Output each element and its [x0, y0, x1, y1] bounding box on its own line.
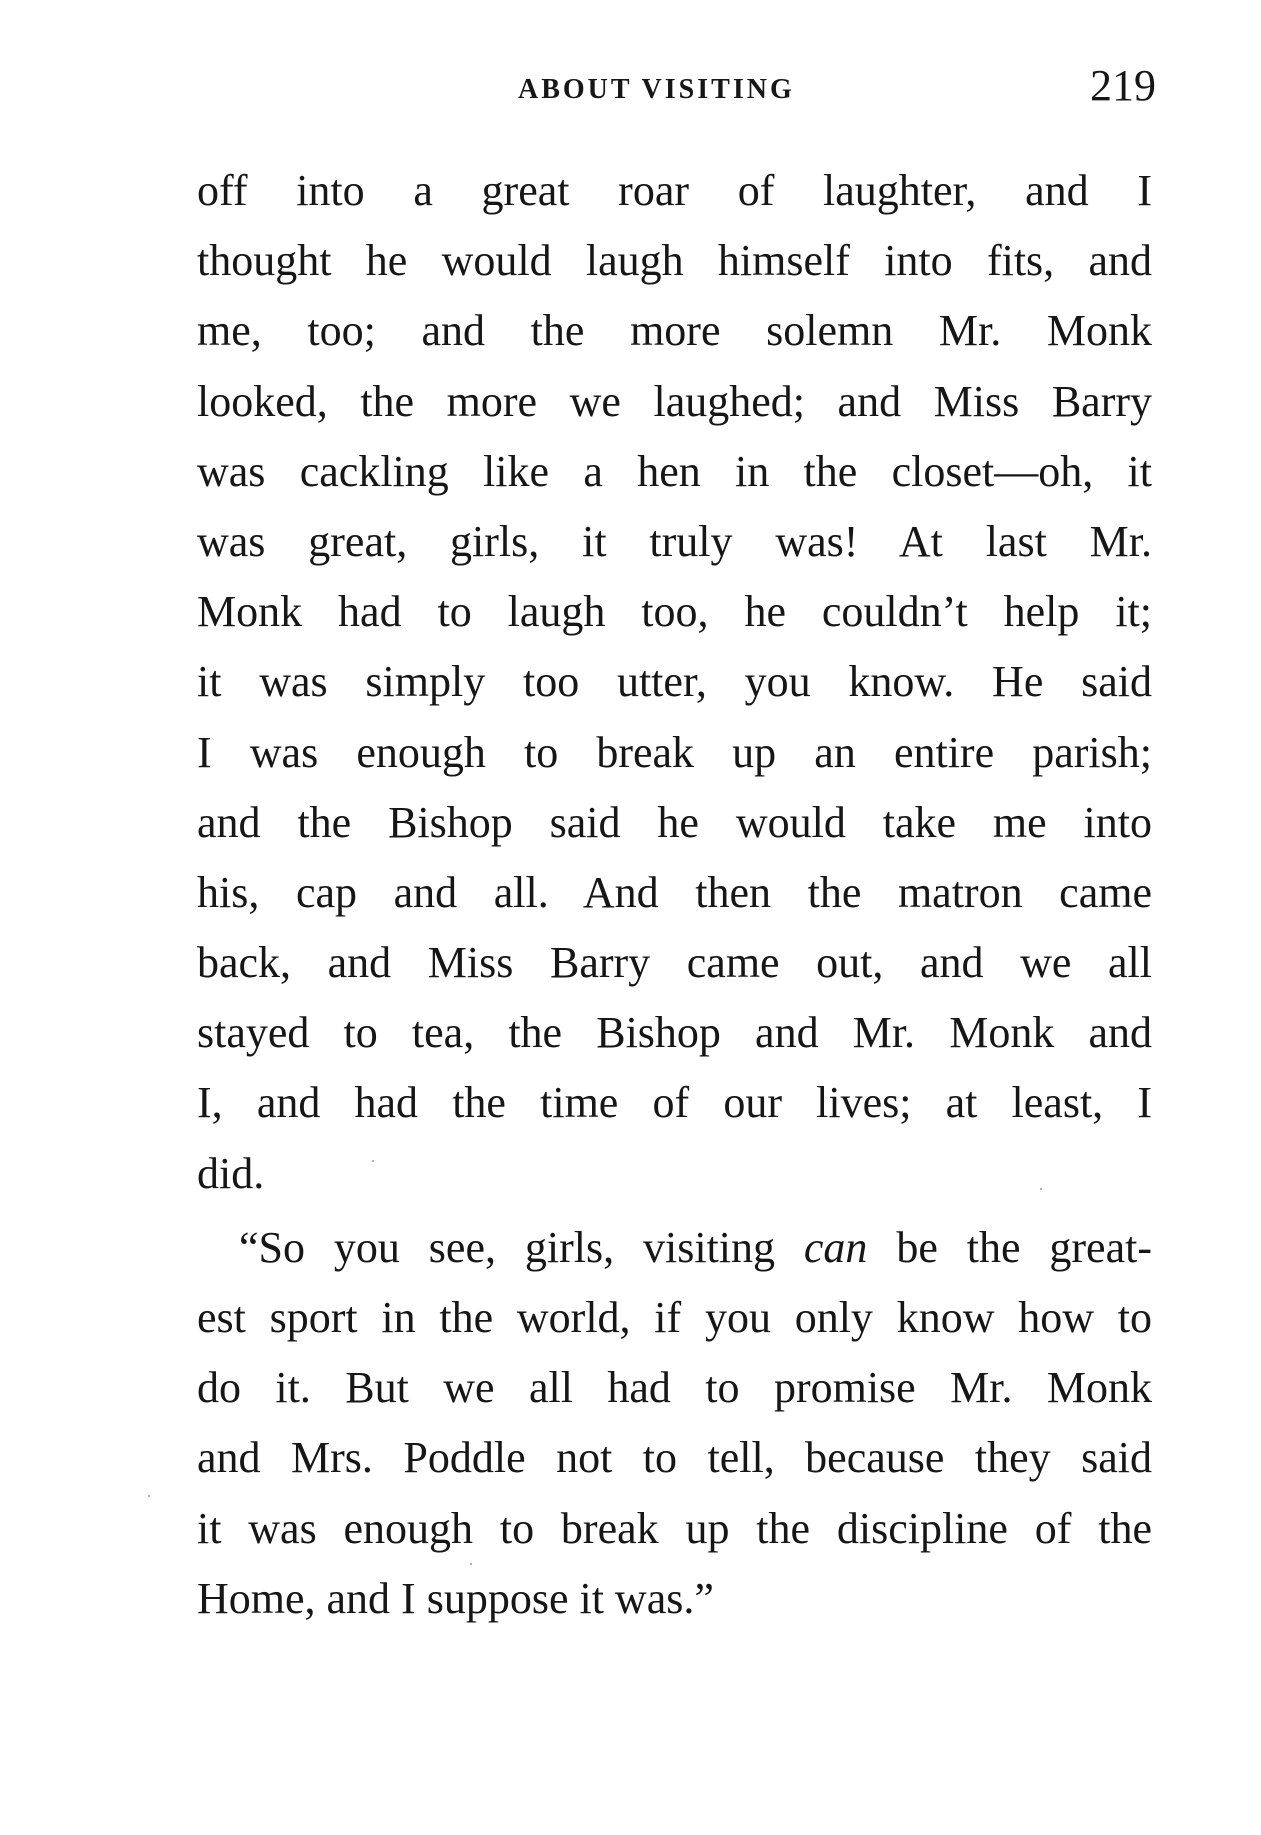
paper-speck	[372, 1160, 374, 1162]
paragraph-1	[197, 156, 1152, 1209]
text-line: me, too; and the more solemn Mr. Monk	[197, 306, 1152, 356]
text-run: “So you see, girls, visiting	[239, 1222, 804, 1272]
text-line: off into a great roar of laughter, and I	[197, 166, 1152, 215]
running-title: ABOUT VISITING	[518, 74, 795, 105]
paragraph-2	[197, 1213, 1152, 1634]
text-line: his, cap and all. And then the matron came	[197, 867, 1152, 917]
text-run: be the great-	[867, 1222, 1152, 1272]
text-line: stayed to tea, the Bishop and Mr. Monk and	[197, 1008, 1152, 1058]
text-line: do it. But we all had to promise Mr. Monk	[197, 1363, 1152, 1413]
text-line: and the Bishop said he would take me into	[197, 797, 1152, 847]
paper-speck	[470, 1563, 472, 1565]
text-line: Home, and I suppose it was.”	[197, 1573, 714, 1623]
text-line: it was enough to break up the discipline of the	[197, 1503, 1152, 1553]
text-line: I was enough to break up an entire parish;	[197, 727, 1152, 777]
text-line: was cackling like a hen in the closet—oh, it	[197, 446, 1152, 496]
text-line: est sport in the world, if you only know how to	[197, 1293, 1152, 1342]
text-line: it was simply too utter, you know. He said	[197, 657, 1152, 707]
text-line	[197, 1213, 1152, 1283]
text-line: and Mrs. Poddle not to tell, because they said	[197, 1433, 1152, 1483]
page-number: 219	[1090, 61, 1156, 110]
paper-speck	[1040, 1188, 1042, 1190]
emphasized-word: can	[803, 1222, 868, 1272]
text-line: did.	[197, 1148, 265, 1198]
text-line: looked, the more we laughed; and Miss Barry	[197, 376, 1152, 426]
text-line: back, and Miss Barry came out, and we all	[197, 938, 1152, 988]
text-line: thought he would laugh himself into fits, and	[197, 236, 1152, 286]
body-text	[197, 156, 1152, 1634]
paper-speck	[148, 1495, 150, 1497]
text-line: was great, girls, it truly was! At last Mr.	[197, 516, 1152, 566]
text-line: Monk had to laugh too, he couldn’t help it;	[197, 587, 1152, 637]
text-line: I, and had the time of our lives; at least, I	[197, 1078, 1152, 1128]
running-head	[196, 61, 1156, 116]
